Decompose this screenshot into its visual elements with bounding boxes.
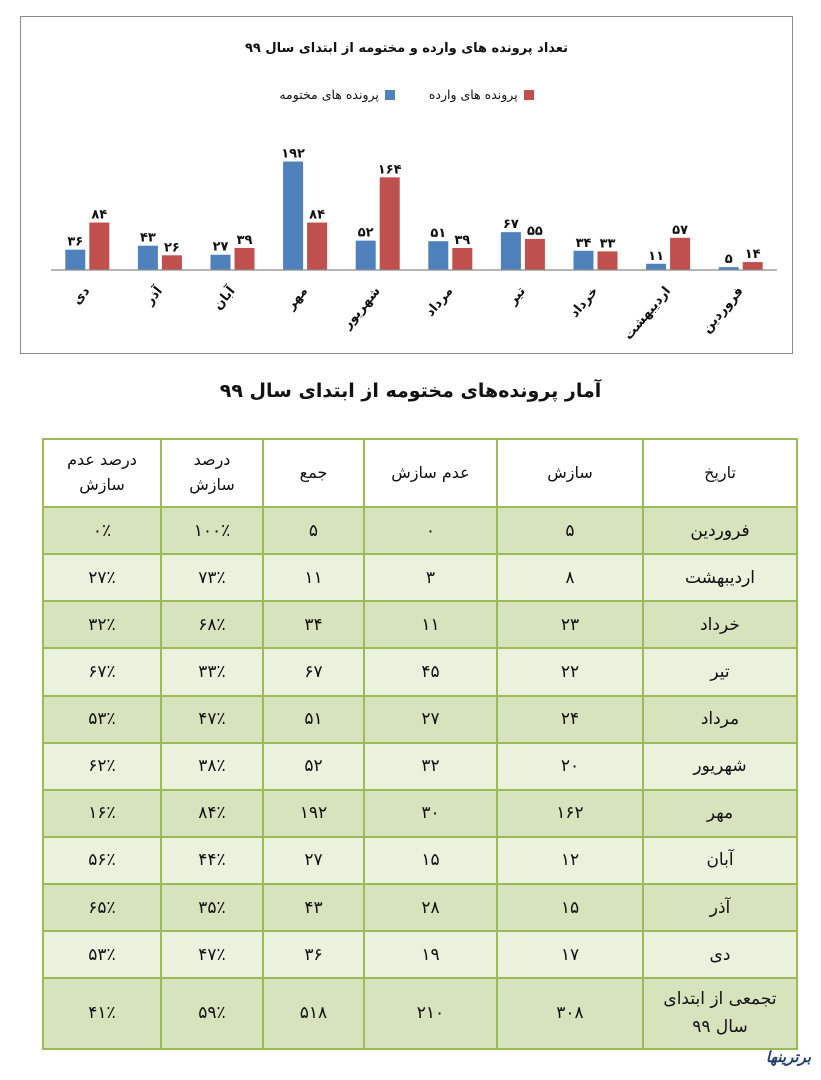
header-not-settled: عدم سازش (364, 439, 497, 507)
data-label-closed-4: ۵۱ (430, 226, 447, 242)
cell-total: ۴۳ (263, 884, 364, 931)
data-label-incoming-0: ۱۴ (744, 247, 761, 263)
data-label-closed-3: ۶۷ (502, 217, 519, 233)
bar-closed-4 (428, 241, 448, 270)
bar-incoming-0 (743, 262, 763, 270)
cell-month: آبان (643, 837, 797, 884)
table-row (43, 507, 797, 554)
cell-pct-not-settled: ۶۵٪ (43, 884, 161, 931)
tick-label-7: آبان (210, 284, 239, 314)
data-label-closed-7: ۲۷ (212, 239, 229, 255)
header-pct-settled-line1: درصد (193, 450, 231, 470)
table-row (43, 554, 797, 601)
cell-total: ۱۹۲ (263, 790, 364, 837)
data-label-incoming-7: ۳۹ (236, 232, 253, 248)
cell-not-settled: ۲۱۰ (364, 978, 497, 1049)
bar-incoming-7 (235, 248, 255, 270)
data-label-closed-6: ۱۹۲ (281, 146, 306, 162)
data-label-closed-0: ۵ (724, 252, 733, 268)
cell-pct-not-settled: ۵۳٪ (43, 931, 161, 978)
cell-month: اردیبهشت (643, 554, 797, 601)
cell-settled: ۲۳ (497, 601, 643, 648)
cell-pct-settled: ۳۵٪ (161, 884, 263, 931)
cell-month: تیر (643, 648, 797, 695)
cell-month: خرداد (643, 601, 797, 648)
cell-not-settled: ۱۹ (364, 931, 497, 978)
cell-total: ۵۱۸ (263, 978, 364, 1049)
cell-pct-settled: ۷۳٪ (161, 554, 263, 601)
table-header-row (43, 439, 797, 507)
data-label-closed-8: ۴۳ (139, 230, 156, 246)
total-label-line2: سال ۹۹ (692, 1016, 748, 1037)
table-row (43, 743, 797, 790)
cell-total: ۳۴ (263, 601, 364, 648)
table-row (43, 790, 797, 837)
header-total: جمع (263, 439, 364, 507)
tick-label-6: مهر (283, 284, 312, 313)
cell-pct-settled: ۵۹٪ (161, 978, 263, 1049)
cell-settled: ۱۷ (497, 931, 643, 978)
cell-not-settled: ۰ (364, 507, 497, 554)
cell-pct-not-settled: ۴۱٪ (43, 978, 161, 1049)
bar-incoming-5 (380, 177, 400, 270)
cell-total: ۵۱ (263, 696, 364, 743)
bar-incoming-3 (525, 239, 545, 270)
chart-frame (20, 16, 793, 354)
table-total-row (43, 978, 797, 1049)
cell-settled: ۸ (497, 554, 643, 601)
table-row (43, 837, 797, 884)
data-label-closed-1: ۱۱ (648, 248, 665, 264)
tick-label-9: دی (69, 284, 94, 308)
data-label-closed-9: ۳۶ (67, 234, 84, 250)
bar-chart (21, 17, 794, 355)
header-pct-not-line1: درصد عدم (67, 450, 137, 470)
watermark-logo: برترینها (765, 1048, 811, 1066)
cell-pct-not-settled: ۶۷٪ (43, 648, 161, 695)
bar-closed-1 (646, 264, 666, 270)
data-label-closed-2: ۳۴ (575, 235, 592, 251)
cell-total: ۵ (263, 507, 364, 554)
cell-pct-not-settled: ۶۲٪ (43, 743, 161, 790)
cell-settled: ۲۰ (497, 743, 643, 790)
bar-incoming-4 (452, 248, 472, 270)
bar-incoming-9 (89, 223, 109, 270)
cell-pct-settled: ۱۰۰٪ (161, 507, 263, 554)
cell-pct-settled: ۴۷٪ (161, 931, 263, 978)
header-pct-settled (161, 439, 263, 507)
cell-month: مهر (643, 790, 797, 837)
cell-total: ۱۱ (263, 554, 364, 601)
cell-month: دی (643, 931, 797, 978)
cell-settled: ۲۲ (497, 648, 643, 695)
legend-label-closed: پرونده های مختومه (279, 87, 379, 102)
cell-pct-settled: ۸۴٪ (161, 790, 263, 837)
tick-label-8: آذر (142, 284, 166, 308)
bar-closed-3 (501, 232, 521, 270)
data-label-incoming-4: ۳۹ (454, 232, 471, 248)
tick-label-1: اردیبهشت (621, 284, 675, 344)
tick-label-2: خرداد (567, 284, 602, 321)
tick-label-5: شهریور (340, 284, 384, 332)
cell-pct-not-settled: ۵۶٪ (43, 837, 161, 884)
cell-total: ۳۶ (263, 931, 364, 978)
cell-total: ۵۲ (263, 743, 364, 790)
bar-incoming-2 (598, 251, 618, 270)
tick-label-4: مرداد (422, 284, 457, 320)
cell-pct-not-settled: ۱۶٪ (43, 790, 161, 837)
cell-not-settled: ۱۵ (364, 837, 497, 884)
table-row (43, 648, 797, 695)
cell-settled: ۲۴ (497, 696, 643, 743)
table-title: آمار پرونده‌های مختومه از ابتدای سال ۹۹ (219, 380, 602, 402)
tick-label-0: فروردین (699, 284, 747, 337)
cell-not-settled: ۱۱ (364, 601, 497, 648)
table-row (43, 884, 797, 931)
bar-closed-5 (356, 241, 376, 270)
bar-closed-8 (138, 246, 158, 270)
header-pct-not-settled (43, 439, 161, 507)
data-label-incoming-3: ۵۵ (526, 223, 543, 239)
data-label-incoming-9: ۸۴ (91, 207, 108, 223)
cell-pct-settled: ۴۷٪ (161, 696, 263, 743)
bar-incoming-6 (307, 223, 327, 270)
bar-incoming-1 (670, 238, 690, 270)
header-pct-settled-line2: سازش (189, 475, 235, 494)
cell-month-total (643, 978, 797, 1049)
bar-closed-9 (65, 250, 85, 270)
header-date: تاریخ (643, 439, 797, 507)
cell-settled: ۱۶۲ (497, 790, 643, 837)
data-label-incoming-6: ۸۴ (309, 207, 326, 223)
cell-pct-settled: ۳۸٪ (161, 743, 263, 790)
cell-total: ۶۷ (263, 648, 364, 695)
tick-label-3: تیر (505, 284, 529, 308)
total-label-line1: تجمعی از ابتدای (663, 989, 777, 1010)
chart-title: تعداد پرونده های وارده و مختومه از ابتدای سال ۹۹ (244, 41, 569, 56)
table-row (43, 601, 797, 648)
stats-table (42, 438, 798, 1050)
cell-month: آذر (643, 884, 797, 931)
bar-closed-2 (574, 251, 594, 270)
cell-pct-not-settled: ۳۲٪ (43, 601, 161, 648)
bar-closed-6 (283, 162, 303, 270)
cell-not-settled: ۴۵ (364, 648, 497, 695)
header-settled: سازش (497, 439, 643, 507)
legend-label-incoming: پرونده های وارده (428, 87, 518, 102)
header-pct-not-line2: سازش (79, 475, 125, 494)
cell-total: ۲۷ (263, 837, 364, 884)
cell-not-settled: ۳۰ (364, 790, 497, 837)
cell-pct-not-settled: ۲۷٪ (43, 554, 161, 601)
cell-pct-settled: ۳۳٪ (161, 648, 263, 695)
data-label-closed-5: ۵۲ (357, 225, 374, 241)
cell-settled: ۱۲ (497, 837, 643, 884)
cell-month: فروردین (643, 507, 797, 554)
cell-month: شهریور (643, 743, 797, 790)
bar-incoming-8 (162, 255, 182, 270)
table-row (43, 696, 797, 743)
data-label-incoming-1: ۵۷ (672, 222, 689, 238)
cell-not-settled: ۲۷ (364, 696, 497, 743)
cell-settled: ۱۵ (497, 884, 643, 931)
cell-settled: ۳۰۸ (497, 978, 643, 1049)
bar-closed-7 (211, 255, 231, 270)
cell-pct-settled: ۶۸٪ (161, 601, 263, 648)
cell-not-settled: ۲۸ (364, 884, 497, 931)
cell-not-settled: ۳ (364, 554, 497, 601)
data-label-incoming-8: ۲۶ (163, 240, 180, 256)
cell-pct-not-settled: ۰٪ (43, 507, 161, 554)
data-label-incoming-5: ۱۶۴ (377, 162, 402, 178)
cell-not-settled: ۳۲ (364, 743, 497, 790)
cell-month: مرداد (643, 696, 797, 743)
cell-pct-settled: ۴۴٪ (161, 837, 263, 884)
table-row (43, 931, 797, 978)
cell-pct-not-settled: ۵۳٪ (43, 696, 161, 743)
data-label-incoming-2: ۳۳ (599, 236, 616, 252)
cell-settled: ۵ (497, 507, 643, 554)
